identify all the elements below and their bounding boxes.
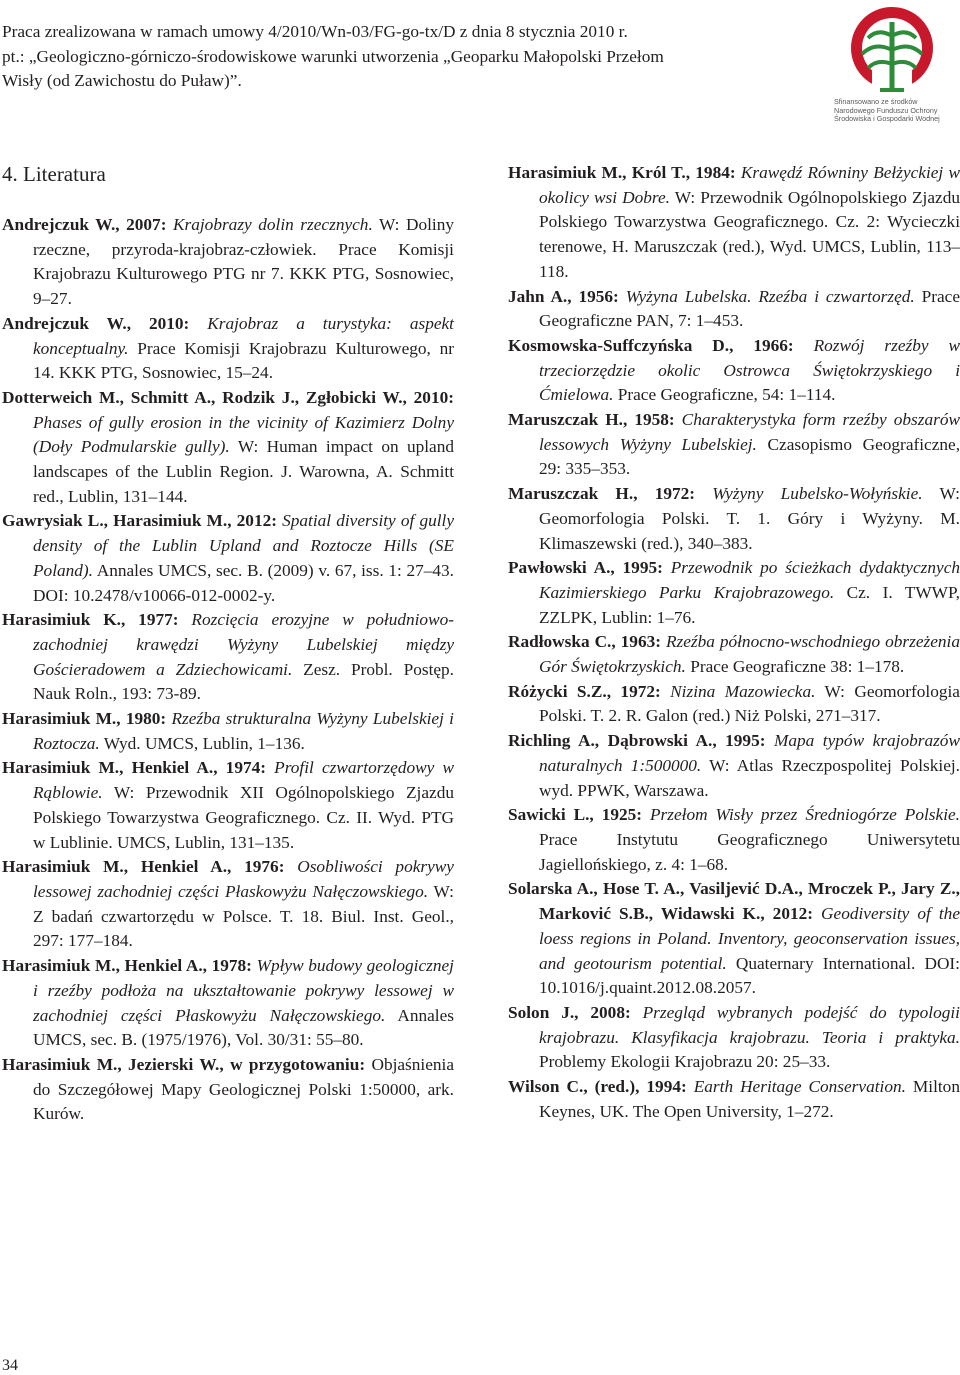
reference-title: Krajobrazy dolin rzecznych. <box>172 215 373 234</box>
nfosigw-logo <box>830 4 954 124</box>
reference-author: Pawłowski A. <box>508 558 611 578</box>
reference-date: , 1963: <box>611 632 661 652</box>
reference-author: Harasimiuk M., Henkiel A. <box>2 857 228 877</box>
reference-details: Prace Komisji Krajobrazu Kulturowego, nr 14. KKK PTG, Sosnowiec, 15–24. <box>33 338 454 383</box>
reference-entry <box>2 386 454 510</box>
reference-author: Kosmowska-Suffczyńska D. <box>508 335 730 355</box>
reference-details: Problemy Ekologii Krajobrazu 20: 25–33. <box>539 1052 831 1072</box>
section-title: 4. Literatura <box>2 162 106 186</box>
reference-title: Rozwój rzeźby w trzeciorzędzie okolic Ostrowca Świętokrzyskiego i Ćmielowa. <box>539 335 960 405</box>
reference-entry <box>508 729 960 803</box>
references-left-column <box>2 213 454 1127</box>
reference-author: Harasimiuk M., Henkiel A. <box>2 956 203 976</box>
header-line: Praca zrealizowana w ramach umowy 4/2010/Wn-03/FG-go-tx/D z dnia 8 stycznia 2010 r. <box>2 22 628 41</box>
reference-entry <box>508 161 960 285</box>
reference-title: Earth Heritage Conservation. <box>693 1077 906 1097</box>
reference-entry <box>508 803 960 877</box>
reference-details: Quaternary International. DOI: 10.1016/j.quaint.2012.08.2057. <box>539 953 960 998</box>
reference-entry <box>2 213 454 312</box>
reference-title: Wyżyna Lubelska. Rzeźba i czwartorzęd. <box>625 286 915 306</box>
reference-date: , 1995: <box>712 731 766 751</box>
reference-date: , 2012: <box>227 511 277 531</box>
reference-title: Charakterystyka form rzeźby obszarów lessowych Wyżyny Lubelskiej. <box>539 410 960 454</box>
reference-title: Rozcięcia erozyjne w południowo-zachodniej krawędzi Wyżyny Lubelskiej między Gościeradowem a Zdziechowicami. <box>33 610 454 679</box>
reference-date: , 2007: <box>115 215 167 234</box>
reference-date: , 1977: <box>120 610 179 630</box>
reference-date: , 2008: <box>574 1002 631 1022</box>
reference-date: , 1978: <box>202 956 252 976</box>
reference-author: Andrejczuk W. <box>2 313 127 333</box>
reference-author: Maruszczak H. <box>508 410 623 430</box>
page-header <box>2 20 802 94</box>
reference-title: Rzeźba północno-wschodniego obrzeżenia Gór Świętokrzyskich. <box>539 632 960 677</box>
reference-date: , 1984: <box>685 163 736 182</box>
logo-caption-line: Sfinansowano ze środków <box>834 97 918 106</box>
reference-details: Prace Instytutu Geograficznego Uniwersytetu Jagiellońskiego, z. 4: 1–68. <box>539 829 960 874</box>
reference-title: Przełom Wisły przez Średniogórze Polskie. <box>649 805 960 825</box>
reference-date: , w przygotowaniu: <box>219 1054 366 1074</box>
reference-title: Wyżyny Lubelsko-Wołyńskie. <box>712 484 923 504</box>
reference-entry <box>508 1075 960 1124</box>
reference-entry <box>508 408 960 482</box>
reference-details: Milton Keynes, UK. The Open University, 1–272. <box>539 1077 960 1121</box>
reference-details: W: Z badań czwartorzędu w Polsce. T. 18. Biul. Inst. Geol., 297: 177–184. <box>33 881 454 951</box>
reference-author: Radłowska C. <box>508 632 612 652</box>
reference-author: Richling A., Dąbrowski A. <box>508 731 713 751</box>
reference-details: Cz. I. TWWP, ZZLPK, Lublin: 1–76. <box>539 582 960 627</box>
reference-entry <box>508 680 960 729</box>
logo-caption-line: Środowiska i Gospodarki Wodnej <box>834 114 940 124</box>
reference-date: , 1974: <box>213 758 266 778</box>
reference-title: Geodiversity of the loess regions in Poland. Inventory, geoconservation issues, and geotourism potential. <box>539 904 960 973</box>
reference-title: Krajobraz a turystyka: aspekt konceptualny. <box>33 313 454 358</box>
reference-title: Przegląd wybranych podejść do typologii krajobrazu. Klasyfikacja krajobrazu. Teoria i praktyka. <box>539 1002 960 1047</box>
reference-date: , 1972: <box>606 681 661 701</box>
header-line: Wisły (od Zawichostu do Puław)”. <box>2 71 242 90</box>
reference-details: Prace Geograficzne PAN, 7: 1–453. <box>539 286 960 331</box>
reference-author: Dotterweich M., Schmitt A., Rodzik J., Zgłobicki W. <box>2 387 403 407</box>
reference-author: Harasimiuk M., Henkiel A. <box>2 758 214 778</box>
reference-entry <box>508 285 960 334</box>
reference-title: Nizina Mazowiecka. <box>670 681 816 701</box>
reference-date: , 2010: <box>126 313 190 333</box>
reference-title: Mapa typów krajobrazów naturalnych 1:500000. <box>539 731 960 775</box>
reference-entry <box>508 630 960 679</box>
reference-entry <box>508 556 960 630</box>
reference-author: Jahn A. <box>508 286 568 306</box>
reference-title: Phases of gully erosion in the vicinity of Kazimierz Dolny (Doły Podmularskie gully). <box>33 412 454 457</box>
reference-date: , 1976: <box>227 857 285 877</box>
reference-author: Wilson C., (red.) <box>508 1077 636 1097</box>
reference-details: W: Doliny rzeczne, przyroda-krajobraz-człowiek. Prace Komisji Krajobrazu Kulturowego PTG nr 7. KKK PTG, Sosnowiec, 9–27. <box>33 215 454 309</box>
reference-title: Profil czwartorzędowy w Rąblowie. <box>33 758 454 803</box>
reference-date: , 1972: <box>633 484 696 504</box>
reference-author: Andrejczuk W. <box>2 215 116 234</box>
reference-author: Harasimiuk M., Jezierski W. <box>2 1054 220 1074</box>
references-right-column <box>508 161 960 1124</box>
reference-details: W: Geomorfologia Polski. T. 2. R. Galon (red.) Niż Polski, 271–317. <box>539 681 960 726</box>
reference-entry <box>2 509 454 608</box>
reference-entry <box>508 1001 960 1075</box>
reference-author: Sawicki L. <box>508 805 590 825</box>
reference-author: Gawrysiak L., Harasimiuk M. <box>2 511 228 531</box>
reference-author: Różycki S.Z. <box>508 681 607 701</box>
reference-details: Wyd. UMCS, Lublin, 1–136. <box>103 733 305 753</box>
reference-date: , 1966: <box>729 335 794 355</box>
reference-details: Prace Geograficzne 38: 1–178. <box>690 657 905 677</box>
reference-author: Harasimiuk M., Król T. <box>508 163 686 182</box>
reference-title: Osobliwości pokrywy lessowej zachodniej części Płaskowyżu Nałęczowskiego. <box>33 857 454 901</box>
reference-details: W: Atlas Rzeczpospolitej Polskiej. wyd. PPWK, Warszawa. <box>539 755 960 800</box>
page-number: 34 <box>2 1357 18 1374</box>
reference-details: Czasopismo Geograficzne, 29: 335–353. <box>539 434 960 479</box>
reference-entry <box>2 312 454 386</box>
reference-details: Objaśnienia do Szczegółowej Mapy Geologicznej Polski 1:50000, ark. Kurów. <box>33 1054 455 1124</box>
reference-author: Solarska A., Hose T. A., Vasiljević D.A., Mroczek P., Jary Z., Marković S.B., Widawski K. <box>508 879 960 924</box>
reference-author: Solon J. <box>508 1002 575 1022</box>
reference-author: Harasimiuk M. <box>2 709 117 729</box>
reference-date: , 1980: <box>116 709 167 729</box>
reference-title: Spatial diversity of gully density of the Lublin Upland and Roztocze Hills (SE Poland). <box>33 511 454 580</box>
reference-details: Annales UMCS, sec. B. (1975/1976), Vol. 30/31: 55–80. <box>33 1005 454 1050</box>
reference-date: , 1958: <box>623 410 675 430</box>
reference-entry <box>2 1053 454 1127</box>
reference-entry <box>2 608 454 707</box>
reference-date: , 1925: <box>589 805 643 825</box>
reference-title: Przewodnik po ścieżkach dydaktycznych Kazimierskiego Parku Krajobrazowego. <box>539 558 960 602</box>
reference-author: Maruszczak H. <box>508 484 634 504</box>
reference-date: , 1994: <box>635 1077 687 1097</box>
reference-title: Rzeźba strukturalna Wyżyny Lubelskiej i Roztocza. <box>33 709 454 753</box>
reference-details: Annales UMCS, sec. B. (2009) v. 67, iss. 1: 27–43. DOI: 10.2478/v10066-012-0002-y. <box>33 560 454 605</box>
reference-author: Harasimiuk K. <box>2 610 121 630</box>
header-line: pt.: „Geologiczno-górniczo-środowiskowe warunki utworzenia „Geoparku Małopolski Przełom <box>2 46 664 66</box>
reference-date: , 2010: <box>402 387 454 407</box>
reference-date: , 2012: <box>760 904 813 924</box>
reference-details: W: Przewodnik Ogólnopolskiego Zjazdu Polskiego Towarzystwa Geograficznego. Cz. 2: Wycieczki terenowe, H. Maruszczak (red.), Wyd. UMCS, Lublin, 113–118. <box>539 187 960 281</box>
nfosigw-logo-icon <box>830 4 954 96</box>
reference-entry <box>2 954 454 1053</box>
logo-caption-line: Narodowego Funduszu Ochrony <box>834 105 938 115</box>
reference-details: W: Geomorfologia Polski. T. 1. Góry i Wyżyny. M. Klimaszewski (red.), 340–383. <box>539 484 960 553</box>
reference-entry <box>2 855 454 954</box>
reference-title: Wpływ budowy geologicznej i rzeźby podłoża na ukształtowanie pokrywy lessowej w zachodniej części Płaskowyżu Nałęczowskiego. <box>33 956 454 1025</box>
reference-date: , 1995: <box>610 558 663 578</box>
reference-entry <box>508 877 960 1001</box>
reference-details: W: Human impact on upland landscapes of the Lublin Region. J. Warowna, A. Schmitt red., Lublin, 131–144. <box>33 437 455 506</box>
reference-entry <box>508 482 960 556</box>
reference-date: , 1956: <box>567 286 619 306</box>
reference-entry <box>2 707 454 756</box>
reference-details: W: Przewodnik XII Ogólnopolskiego Zjazdu Polskiego Towarzystwa Geograficznego. Cz. II. Wyd. PTG w Lublinie. UMCS, Lublin, 131–135. <box>33 783 454 852</box>
logo-caption <box>834 98 954 124</box>
reference-details: Zesz. Probl. Postęp. Nauk Roln., 193: 73-89. <box>33 659 455 704</box>
reference-details: Prace Geograficzne, 54: 1–114. <box>617 385 836 405</box>
reference-entry <box>508 334 960 408</box>
reference-title: Krawędź Równiny Bełżyckiej w okolicy wsi Dobre. <box>539 163 960 207</box>
reference-entry <box>2 756 454 855</box>
